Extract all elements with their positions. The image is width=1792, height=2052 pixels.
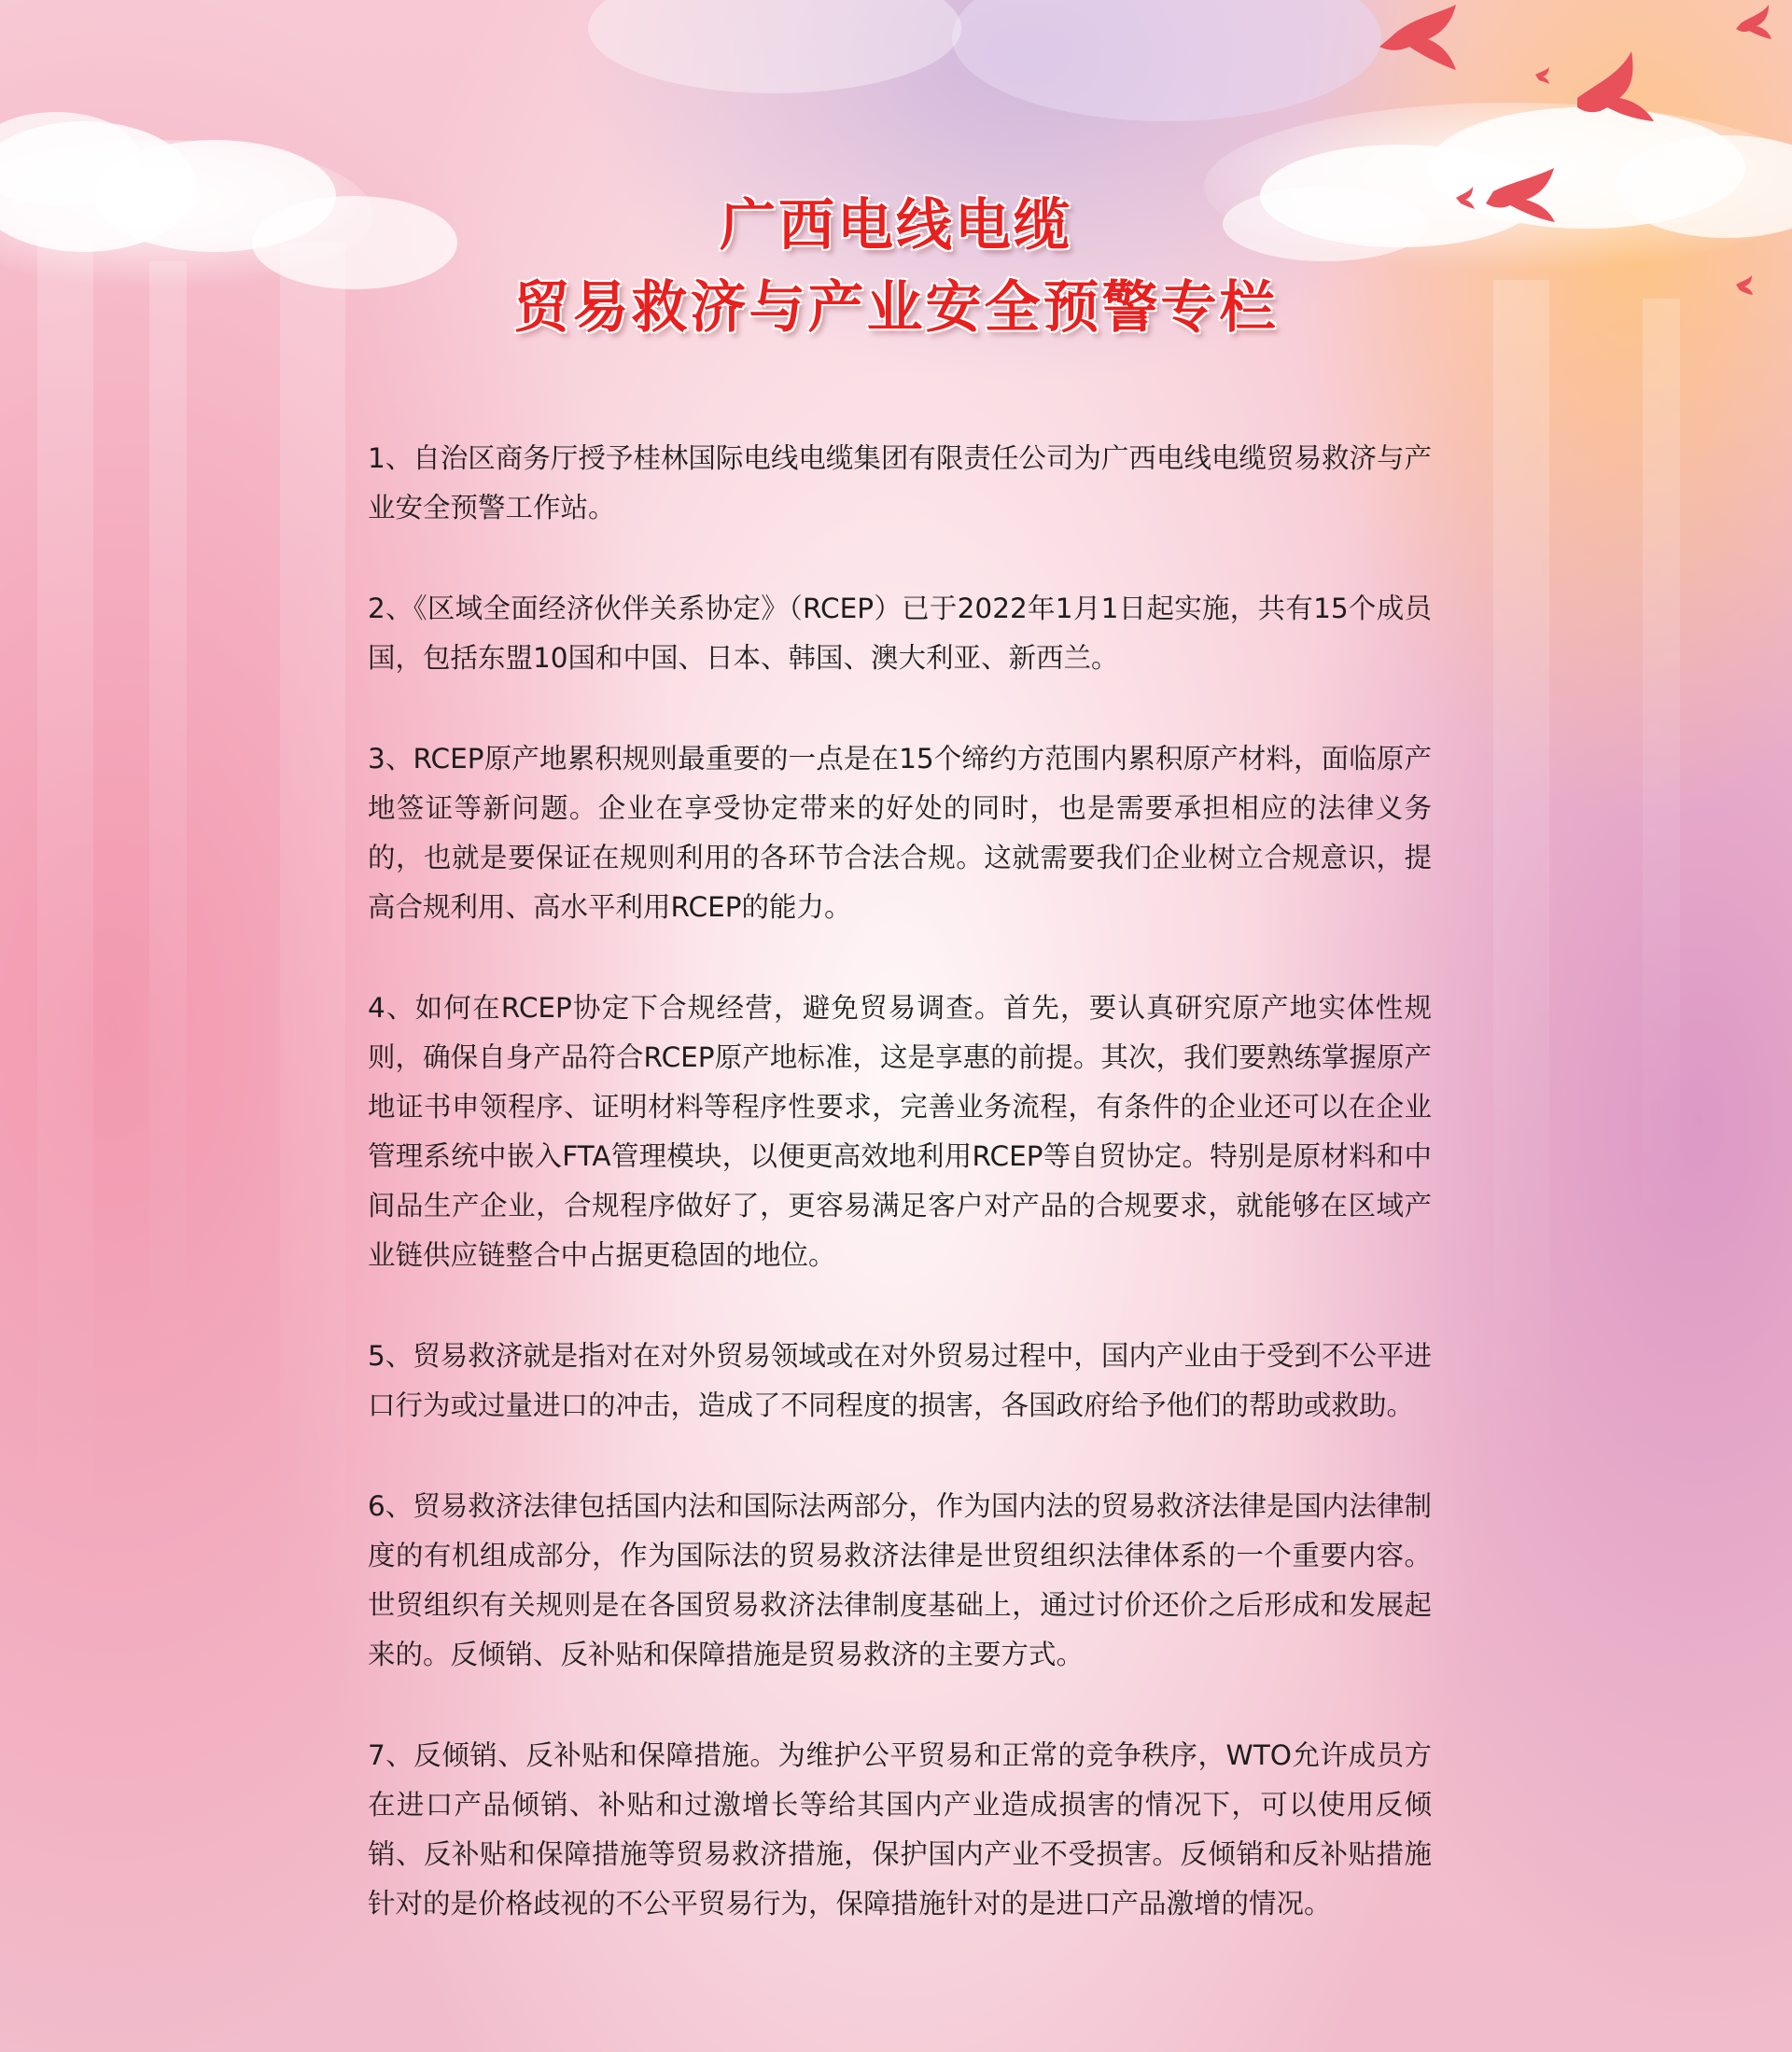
paragraph-4: 4、如何在RCEP协定下合规经营，避免贸易调查。首先，要认真研究原产地实体性规则，确保自身产品符合RCEP原产地标准，这是享惠的前提。其次，我们要熟练掌握原产地证书申领程序、证明材料等程序性要求，完善业务流程，有条件的企业还可以在企业管理系统中嵌入FTA管理模块，以便更高效地利用RCEP等自贸协定。特别是原材料和中间品生产企业，合规程序做好了，更容易满足客户对产品的合规要求，就能够在区域产业链供应链整合中占据更稳固的地位。 xyxy=(368,992,1432,1271)
paragraph-3: 3、RCEP原产地累积规则最重要的一点是在15个缔约方范围内累积原产材料，面临原产地签证等新问题。企业在享受协定带来的好处的同时，也是需要承担相应的法律义务的，也就是要保证在规则利用的各环节合法合规。这就需要我们企业树立合规意识，提高合规利用、高水平利用RCEP的能力。 xyxy=(368,743,1432,923)
paragraph-1: 1、自治区商务厅授予桂林国际电线电缆集团有限责任公司为广西电线电缆贸易救济与产业安全预警工作站。 xyxy=(368,442,1432,523)
paragraph-7: 7、反倾销、反补贴和保障措施。为维护公平贸易和正常的竞争秩序，WTO允许成员方在进口产品倾销、补贴和过激增长等给其国内产业造成损害的情况下，可以使用反倾销、反补贴和保障措施等贸易救济措施，保护国内产业不受损害。反倾销和反补贴措施针对的是价格歧视的不公平贸易行为，保障措施针对的是进口产品激增的情况。 xyxy=(368,1739,1432,1919)
title-line-2: 贸易救济与产业安全预警专栏 xyxy=(513,275,1279,341)
paragraph-5: 5、贸易救济就是指对在对外贸易领域或在对外贸易过程中，国内产业由于受到不公平进口行为或过量进口的冲击，造成了不同程度的损害，各国政府给予他们的帮助或救助。 xyxy=(368,1340,1432,1421)
paragraph-2: 2、《区域全面经济伙伴关系协定》（RCEP）已于2022年1月1日起实施，共有15个成员国，包括东盟10国和中国、日本、韩国、澳大利亚、新西兰。 xyxy=(368,593,1432,674)
article-body xyxy=(368,434,1432,1980)
page-header xyxy=(0,185,1792,349)
paragraph-6: 6、贸易救济法律包括国内法和国际法两部分，作为国内法的贸易救济法律是国内法律制度的有机组成部分，作为国际法的贸易救济法律是世贸组织法律体系的一个重要内容。世贸组织有关规则是在各国贸易救济法律制度基础上，通过讨价还价之后形成和发展起来的。反倾销、反补贴和保障措施是贸易救济的主要方式。 xyxy=(368,1490,1432,1670)
title-line-1: 广西电线电缆 xyxy=(720,193,1072,258)
